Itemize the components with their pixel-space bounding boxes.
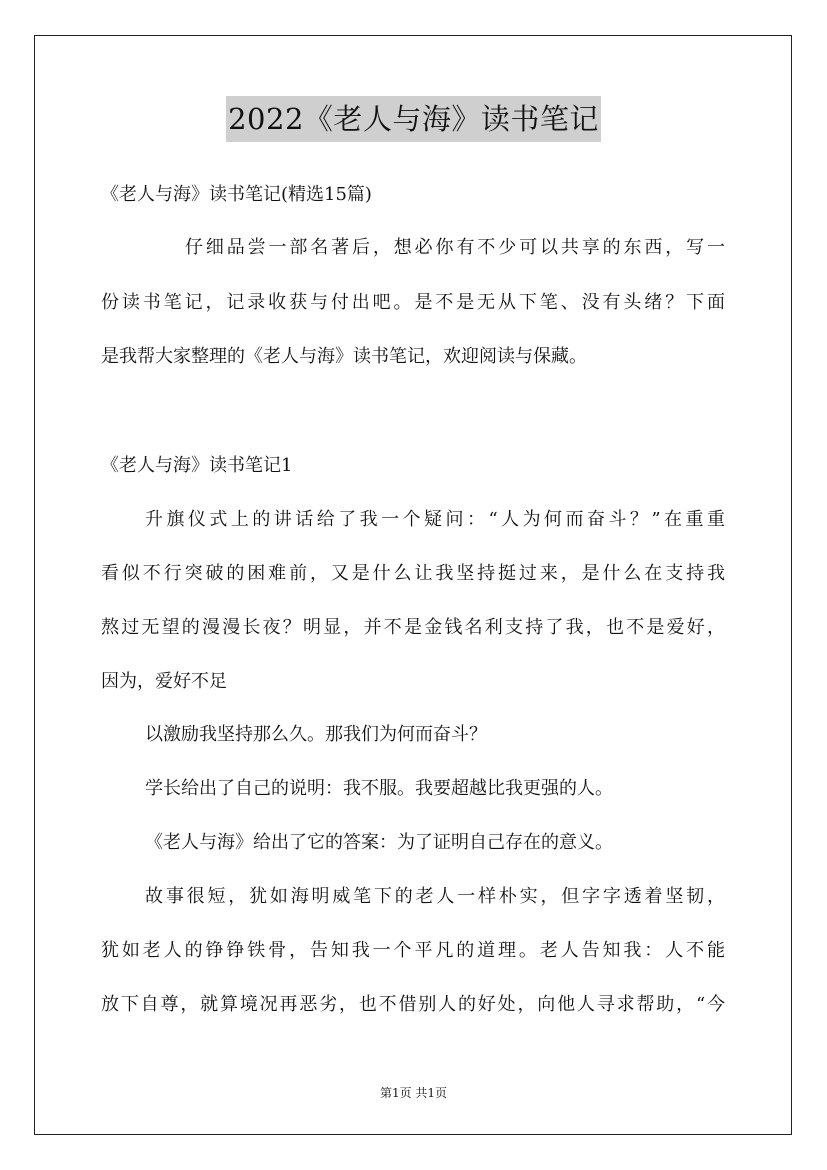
page-footer: 第1页 共1页 bbox=[379, 1086, 448, 1100]
section-heading: 《老人与海》读书笔记1 bbox=[101, 455, 293, 476]
body-line: 以激励我坚持那么久。那我们为何而奋斗？ bbox=[145, 724, 487, 745]
body-line: 故事很短，犹如海明威笔下的老人一样朴实，但字字透着坚韧， bbox=[145, 886, 725, 907]
body-line: 学长给出了自己的说明：我不服。我要超越比我更强的人。 bbox=[145, 778, 613, 799]
intro-line: 份读书笔记，记录收获与付出吧。是不是无从下笔、没有头绪？下面 bbox=[101, 292, 725, 313]
body-line: 升旗仪式上的讲话给了我一个疑问：“人为何而奋斗？”在重重 bbox=[145, 509, 725, 530]
body-line: 放下自尊，就算境况再恶劣，也不借别人的好处，向他人寻求帮助，“今 bbox=[101, 994, 725, 1015]
document-title: 2022《老人与海》读书笔记 bbox=[226, 96, 601, 142]
body-line: 因为，爱好不足 bbox=[101, 671, 227, 692]
intro-line: 仔细品尝一部名著后，想必你有不少可以共享的东西，写一 bbox=[185, 237, 725, 258]
intro-line: 是我帮大家整理的《老人与海》读书笔记，欢迎阅读与保藏。 bbox=[101, 346, 587, 367]
body-line: 熬过无望的漫漫长夜？明显，并不是金钱名利支持了我，也不是爱好， bbox=[101, 617, 725, 638]
body-line: 《老人与海》给出了它的答案：为了证明自己存在的意义。 bbox=[145, 832, 613, 853]
body-line: 看似不行突破的困难前，又是什么让我坚持挺过来，是什么在支持我 bbox=[101, 563, 725, 584]
document-title-wrap bbox=[0, 96, 827, 142]
body-line: 犹如老人的铮铮铁骨，告知我一个平凡的道理。老人告知我：人不能 bbox=[101, 940, 725, 961]
subtitle: 《老人与海》读书笔记(精选15篇) bbox=[101, 184, 372, 205]
